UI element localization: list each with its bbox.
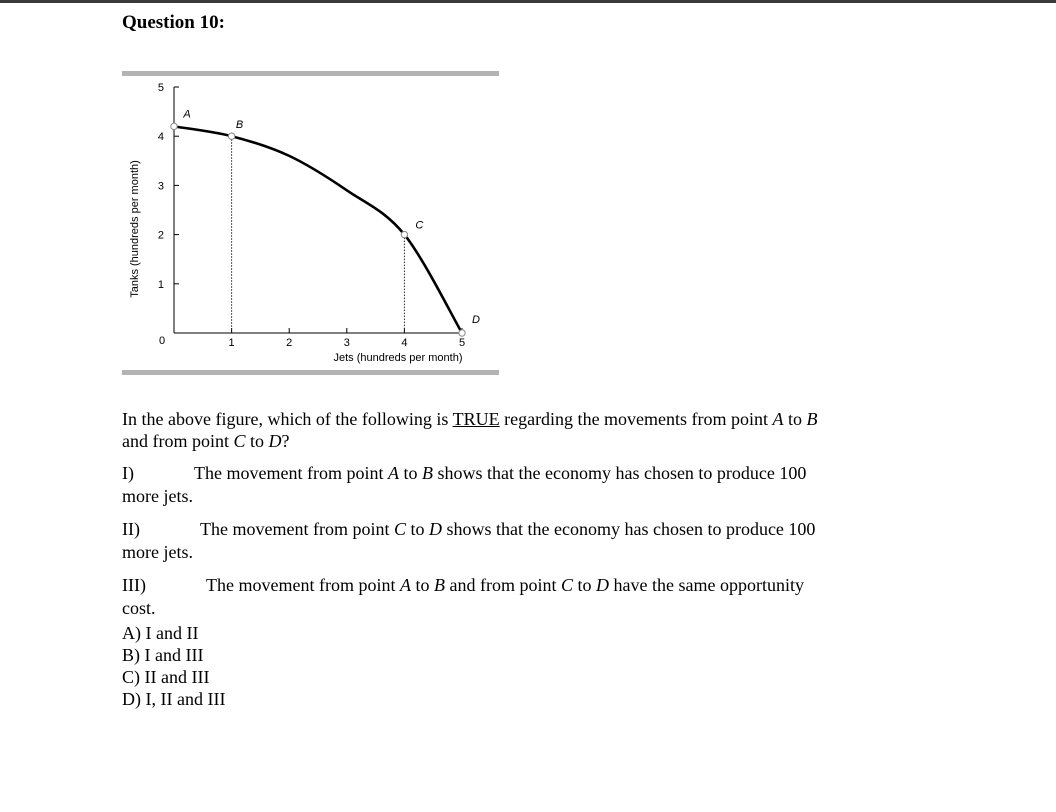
x-tick-label-3: 3 [343, 337, 350, 349]
point-label-d: D [472, 314, 480, 326]
question-stem: In the above figure, which of the following is TRUE regarding the movements from point A to B and from point C to D? [122, 409, 818, 451]
choice-c[interactable]: C) II and III [122, 667, 210, 687]
statement-1: I) The movement from point A to B shows that the economy has chosen to produce 100 more jets. [122, 463, 807, 506]
ppf-chart [122, 71, 500, 377]
choice-a[interactable]: A) I and II [122, 623, 199, 643]
page-top-border [0, 0, 1056, 3]
point-label-c: C [415, 219, 424, 232]
y-tick-label-4: 4 [157, 131, 164, 144]
y-tick-label-3: 3 [157, 180, 164, 193]
figure-top-rule [122, 71, 499, 76]
x-tick-label-4: 4 [401, 337, 408, 349]
question-title: Question 10: [122, 12, 225, 33]
x-axis-label: Jets (hundreds per month) [333, 352, 463, 364]
origin-label: 0 [158, 335, 166, 347]
point-label-a: A [183, 108, 191, 121]
y-axis-label: Tanks (hundreds per month) [129, 160, 141, 298]
ppf-figure [122, 71, 500, 377]
statement-3: III) The movement from point A to B and from point C to D have the same opportunity cost. [122, 575, 804, 618]
point-c [401, 231, 407, 237]
y-tick-label-2: 2 [157, 229, 164, 242]
statement-2: II) The movement from point C to D shows that the economy has chosen to produce 100 more jets. [122, 519, 816, 562]
choice-b[interactable]: B) I and III [122, 645, 204, 665]
point-b [228, 133, 234, 139]
point-a [171, 123, 177, 129]
x-tick-label-5: 5 [458, 337, 466, 349]
point-d [459, 330, 465, 336]
answer-choices [122, 622, 225, 710]
x-tick-label-1: 1 [228, 337, 235, 349]
x-tick-label-2: 2 [286, 337, 293, 349]
figure-bottom-rule [122, 370, 499, 375]
y-tick-label-1: 1 [157, 278, 164, 291]
choice-d[interactable]: D) I, II and III [122, 689, 226, 709]
point-label-b: B [235, 119, 244, 132]
y-tick-label-5: 5 [157, 82, 164, 94]
